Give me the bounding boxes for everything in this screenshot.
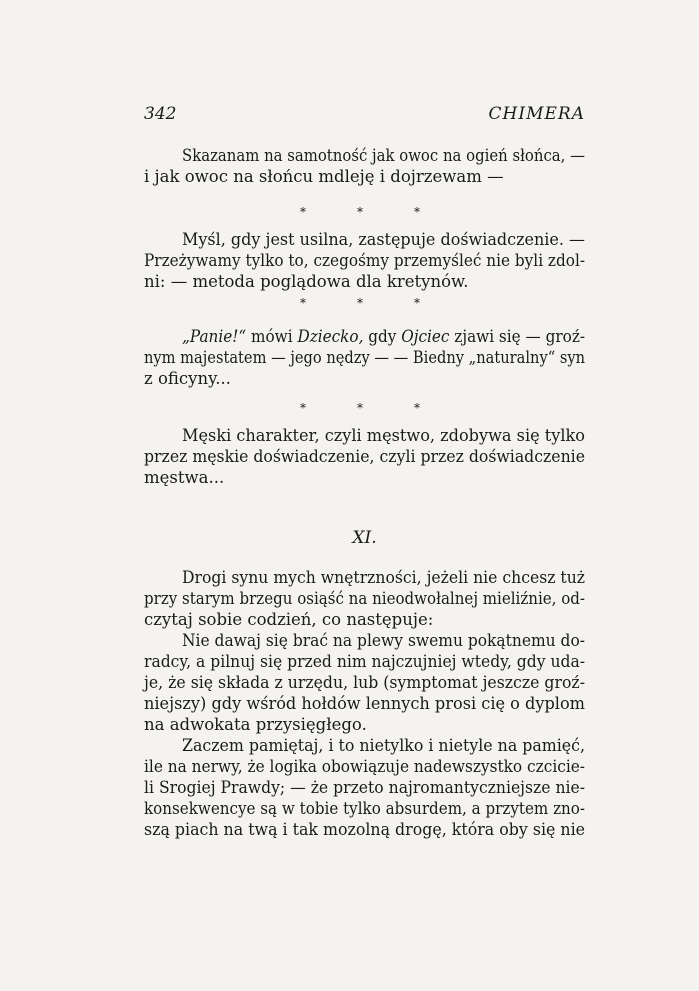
paragraph-4 [144, 425, 585, 488]
text-line: li Srogiej Prawdy; — że przeto najromantyczniejsze nie- [144, 778, 585, 797]
text-line: radcy, a pilnuj się przed nim najczujniej wtedy, gdy uda- [144, 652, 585, 671]
paragraph-1 [144, 145, 585, 187]
section-separator [300, 205, 420, 219]
page-header [144, 104, 585, 130]
text-line: nym majestatem — jego nędzy — — Biedny „naturalny“ syn [144, 348, 585, 367]
asterisk: * [414, 401, 420, 415]
emphasis: Ojciec [401, 327, 450, 346]
emphasis: Dziecko, [297, 327, 364, 346]
text-line: Myśl, gdy jest usilna, zastępuje doświadczenie. — [182, 230, 585, 249]
section-title: XI. [352, 528, 377, 548]
paragraph-2 [144, 229, 585, 292]
asterisk: * [300, 296, 306, 310]
text-line: Zaczem pamiętaj, i to nietylko i nietyle na pamięć, [182, 736, 585, 755]
asterisk: * [357, 296, 363, 310]
text-run: zjawi się — groź- [449, 327, 585, 346]
asterisk: * [357, 401, 363, 415]
text-line: Przeżywamy tylko to, czegośmy przemyśleć nie byli zdol- [144, 251, 585, 270]
asterisk: * [357, 205, 363, 219]
page-number: 342 [144, 104, 177, 124]
text-line: Nie dawaj się brać na plewy swemu pokątnemu do- [182, 631, 585, 650]
asterisk: * [300, 205, 306, 219]
text-line: i jak owoc na słońcu mdleję i dojrzewam — [144, 167, 504, 186]
text-line: czytaj sobie codzień, co następuje: [144, 610, 434, 629]
text-line: męstwa... [144, 468, 225, 487]
text-line: Drogi synu mych wnętrzności, jeżeli nie chcesz tuż [182, 568, 585, 587]
asterisk: * [414, 205, 420, 219]
text-line: ile na nerwy, że logika obowiązuje nadewszystko czcicie- [144, 757, 585, 776]
asterisk: * [300, 401, 306, 415]
text-line: przy starym brzegu osiąść na nieodwołalnej mieliźnie, od- [144, 589, 585, 608]
text-line: szą piach na twą i tak mozolną drogę, która oby się nie [144, 820, 585, 839]
text-line: z oficyny... [144, 369, 231, 388]
section-separator [300, 401, 420, 415]
text-line: konsekwencye są w tobie tylko absurdem, a przytem zno- [144, 799, 585, 818]
text-run: mówi [246, 327, 298, 346]
text-line: niejszy) gdy wśród hołdów lennych prosi cię o dyplom [144, 694, 585, 713]
text-line: przez męskie doświadczenie, czyli przez doświadczenie [144, 447, 585, 466]
text-line: na adwokata przysięgłego. [144, 715, 367, 734]
section-separator [300, 296, 420, 310]
text-line: je, że się składa z urzędu, lub (symptomat jeszcze groź- [144, 673, 585, 692]
paragraph-7 [144, 735, 585, 840]
paragraph-5 [144, 567, 585, 630]
text-line: Męski charakter, czyli męstwo, zdobywa się tylko [182, 426, 585, 445]
running-title: CHIMERA [488, 104, 585, 124]
paragraph-6 [144, 630, 585, 735]
text-line [144, 326, 585, 347]
text-run: gdy [363, 327, 402, 346]
text-line: Skazanam na samotność jak owoc na ogień słońca, — [182, 146, 585, 165]
text-line: ni: — metoda poglądowa dla kretynów. [144, 272, 469, 291]
emphasis: „Panie!“ [182, 327, 247, 346]
asterisk: * [414, 296, 420, 310]
paragraph-3 [144, 326, 585, 389]
